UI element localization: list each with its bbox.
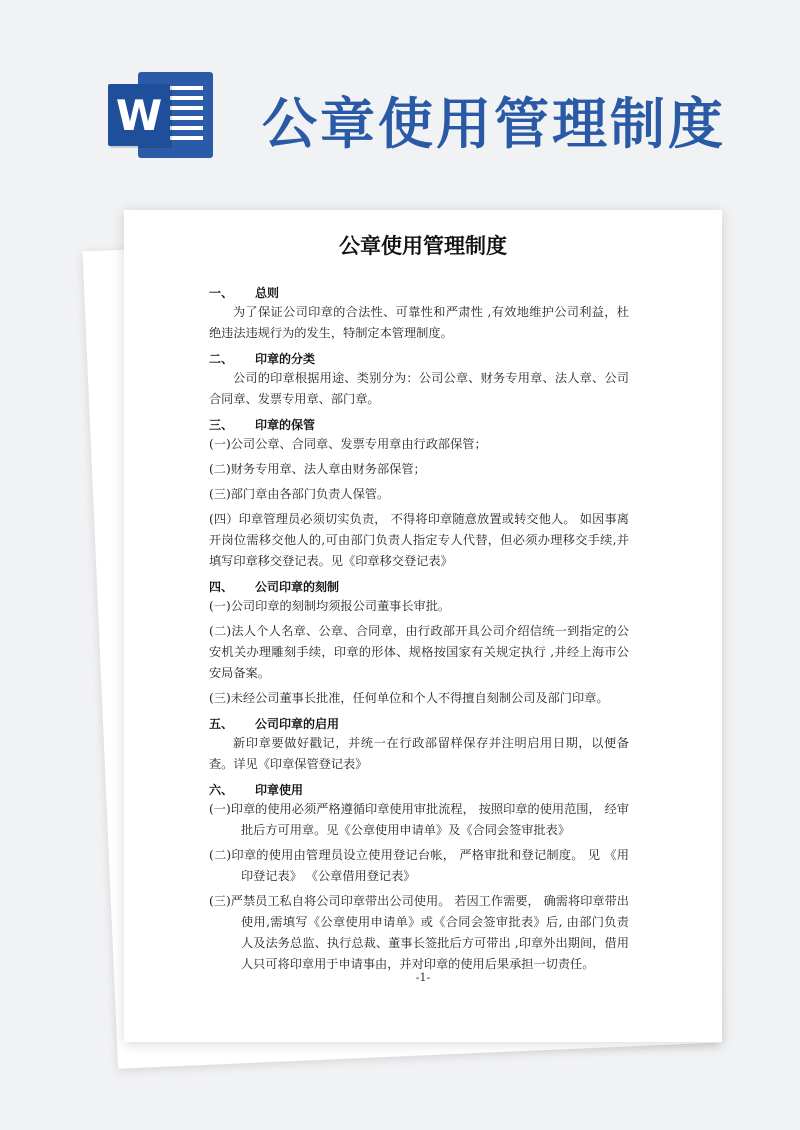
section-number: 二、 <box>209 351 234 366</box>
paragraph: 新印章要做好戳记，并统一在行政部留样保存并注明启用日期，以便备查。详见《印章保管登记表》 <box>209 736 629 771</box>
section-number: 六、 <box>209 782 234 797</box>
paragraph: (一)公司印章的刻制均须报公司董事长审批。 <box>209 599 451 613</box>
section-number: 五、 <box>209 716 234 731</box>
paragraph: 为了保证公司印章的合法性、可靠性和严肃性 ,有效地维护公司利益，杜绝违法违规行为的发生，特制定本管理制度。 <box>209 305 629 340</box>
section-heading-text: 公司印章的启用 <box>255 716 340 731</box>
section-number: 四、 <box>209 579 234 594</box>
document-section <box>209 282 629 344</box>
section-heading <box>209 576 629 596</box>
paragraph: (二)法人个人名章、公章、合同章，由行政部开具公司介绍信统一到指定的公安机关办理雕刻手续，印章的形体、规格按国家有关规定执行 ,并经上海市公安局备案。 <box>209 624 629 680</box>
section-heading <box>209 713 629 733</box>
paragraph: (二)印章的使用由管理员设立使用登记台帐， 严格审批和登记制度。 见 《用印登记表》 《公章借用登记表》 <box>209 848 629 883</box>
document-body <box>209 282 629 979</box>
paragraph: (一)公司公章、合同章、发票专用章由行政部保管； <box>209 437 487 451</box>
page-header <box>0 0 800 200</box>
paragraph: (三)部门章由各部门负责人保管。 <box>209 487 390 501</box>
document-page <box>124 210 722 1042</box>
section-heading-text: 公司印章的刻制 <box>255 579 340 594</box>
paragraph: (二)财务专用章、法人章由财务部保管； <box>209 462 426 476</box>
document-section <box>209 348 629 410</box>
section-heading <box>209 348 629 368</box>
section-number: 一、 <box>209 285 234 300</box>
word-icon-letter: W <box>108 84 170 146</box>
paragraph: (三)未经公司董事长批准，任何单位和个人不得擅自刻制公司及部门印章。 <box>209 691 609 705</box>
document-section <box>209 576 629 709</box>
section-number: 三、 <box>209 417 234 432</box>
section-heading <box>209 414 629 434</box>
section-heading-text: 总则 <box>255 285 280 300</box>
page-number: -1- <box>415 971 431 984</box>
word-document-icon <box>108 72 213 158</box>
banner-title: 公章使用管理制度 <box>262 92 727 156</box>
document-section <box>209 414 629 572</box>
paragraph: 公司的印章根据用途、类别分为：公司公章、财务专用章、法人章、公司合同章、发票专用章、部门章。 <box>209 371 629 406</box>
section-heading-text: 印章使用 <box>255 782 304 797</box>
section-heading <box>209 282 629 302</box>
document-section <box>209 713 629 775</box>
section-heading-text: 印章的保管 <box>255 417 316 432</box>
document-section <box>209 779 629 975</box>
paragraph: (三)严禁员工私自将公司印章带出公司使用。 若因工作需要， 确需将印章带出使用,需填写《公章使用申请单》或《合同会签审批表》后, 由部门负责人及法务总监、执行总裁、董事长签批后方可带出 ,印章外出期间，借用人只可将印章用于申请事由，并对印章的使用后果承担一切责任。 <box>209 894 629 971</box>
paragraph: (四）印章管理员必须切实负责， 不得将印章随意放置或转交他人。 如因事离开岗位需移交他人的,可由部门负责人指定专人代替，但必须办理移交手续,并填写印章移交登记表。见《印章移交登记表》 <box>209 512 629 568</box>
section-heading <box>209 779 629 799</box>
document-title: 公章使用管理制度 <box>339 234 507 258</box>
section-heading-text: 印章的分类 <box>255 351 316 366</box>
paragraph: (一)印章的使用必须严格遵循印章使用审批流程， 按照印章的使用范围， 经审批后方可用章。见《公章使用申请单》及《合同会签审批表》 <box>209 802 629 837</box>
